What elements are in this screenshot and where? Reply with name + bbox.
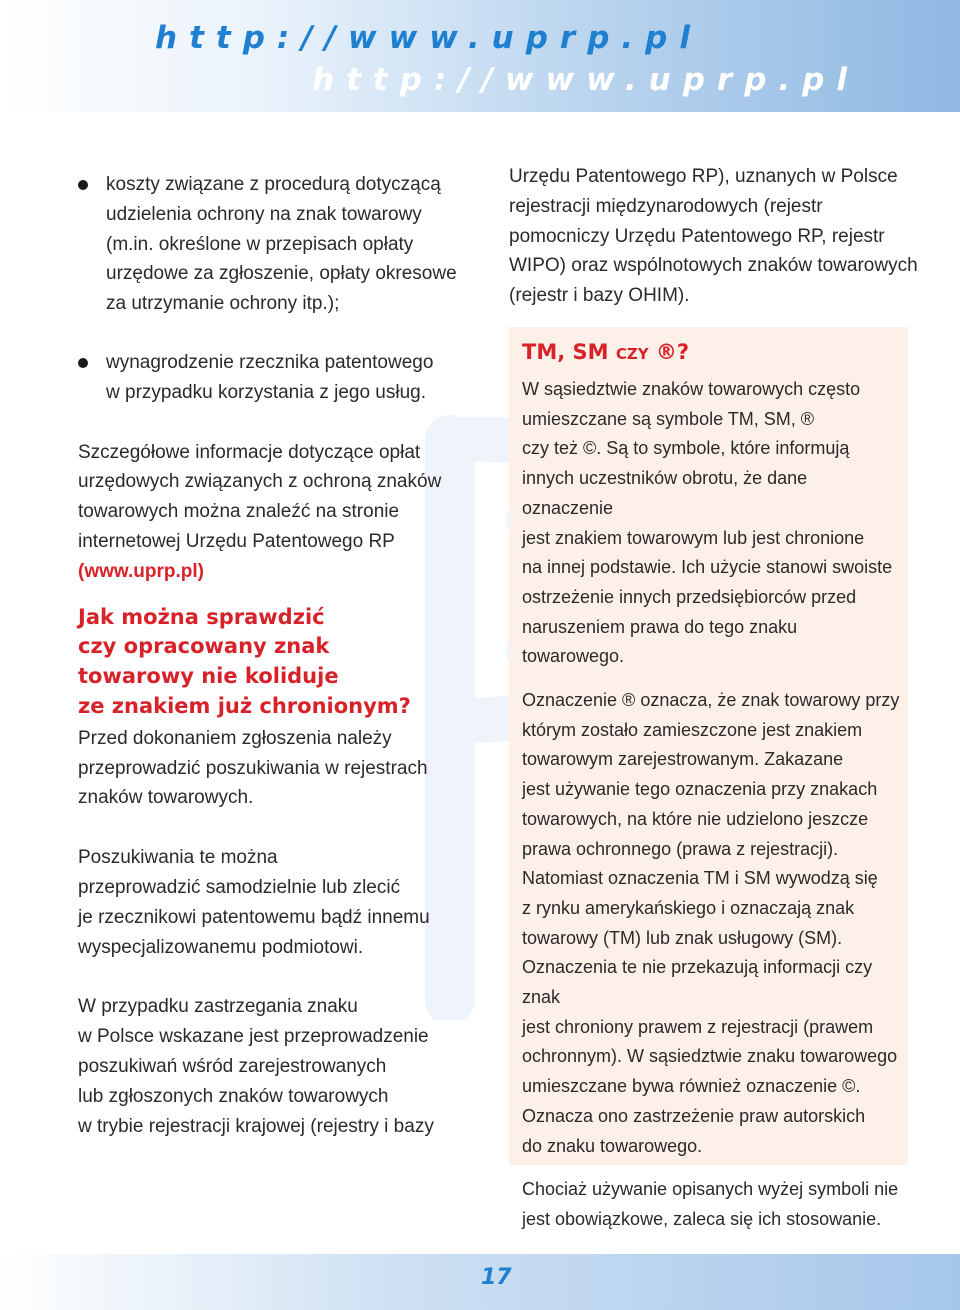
box-title-small: CZY <box>615 345 649 363</box>
page-number: 17 <box>481 1265 512 1290</box>
text-line: którym zostało zamieszczone jest znakiem <box>522 719 863 740</box>
text-line: towarowych, na które nie udzielono jeszcze <box>522 808 869 829</box>
box-title-main: TM, SM <box>522 340 616 364</box>
text-line: jest obowiązkowe, zaleca się ich stosowanie. <box>522 1208 882 1229</box>
text-line: je rzecznikowi patentowemu bądź innemu <box>78 906 430 928</box>
text-line: pomocniczy Urzędu Patentowego RP, rejestr <box>509 225 885 247</box>
text-line: Poszukiwania te można <box>78 847 278 869</box>
site-url-primary[interactable]: http://www.uprp.pl <box>155 20 702 56</box>
box-paragraph-3 <box>522 1175 902 1234</box>
search-paragraph <box>78 724 478 813</box>
text-line: poszukiwań wśród zarejestrowanych <box>78 1055 387 1077</box>
text-line: przeprowadzić poszukiwania w rejestrach <box>78 757 428 779</box>
text-line: towarowym zarejestrowanym. Zakazane <box>522 749 844 770</box>
heading-line: Jak można sprawdzić <box>78 604 325 629</box>
text-line: udzielenia ochrony na znak towarowy <box>106 203 422 225</box>
text-line: w Polsce wskazane jest przeprowadzenie <box>78 1026 429 1048</box>
text-line: naruszeniem prawa do tego znaku towarowego. <box>522 616 798 667</box>
text-line: koszty związane z procedurą dotyczącą <box>106 174 441 195</box>
uprp-link[interactable]: (www.uprp.pl) <box>78 560 204 582</box>
text-line: W przypadku zastrzegania znaku <box>78 996 358 1018</box>
search-options-paragraph <box>78 843 478 962</box>
right-column-intro <box>509 162 929 311</box>
text-line: Oznaczenie ® oznacza, że znak towarowy przy <box>522 690 900 711</box>
text-line: Chociaż używanie opisanych wyżej symboli nie <box>522 1179 899 1200</box>
text-line: prawa ochronnego (prawa z rejestracji). <box>522 838 839 859</box>
section-heading <box>78 603 478 722</box>
text-line: jest używanie tego oznaczenia przy znakach <box>522 779 878 800</box>
text-line: Oznacza ono zastrzeżenie praw autorskich <box>522 1105 866 1126</box>
bullet-icon <box>78 358 88 368</box>
fees-paragraph <box>78 438 478 587</box>
text-line: W sąsiedztwie znaków towarowych często <box>522 379 861 399</box>
text-line: w przypadku korzystania z jego usług. <box>106 381 426 403</box>
text-line: urzędowe za zgłoszenie, opłaty okresowe <box>106 263 457 285</box>
text-line: towarowych można znaleźć na stronie <box>78 501 400 523</box>
text-line: czy też ©. Są to symbole, które informują <box>522 438 850 459</box>
text-line: za utrzymanie ochrony itp.); <box>106 293 340 315</box>
registered-symbol-icon: ® <box>648 340 677 364</box>
text-line: ochronnym). W sąsiedztwie znaku towarowego <box>522 1046 898 1067</box>
footer-band <box>0 1254 960 1310</box>
registration-paragraph <box>78 992 478 1141</box>
text-line: znaków towarowych. <box>78 787 254 809</box>
text-line: do znaku towarowego. <box>522 1135 703 1156</box>
text-line: WIPO) oraz wspólnotowych znaków towarowych <box>509 255 918 277</box>
text-line: jest chroniony prawem z rejestracji (prawem <box>522 1016 874 1037</box>
text-line: Urzędu Patentowego RP), uznanych w Polsce <box>509 166 898 187</box>
header-band <box>0 0 960 112</box>
text-line: Oznaczenia te nie przekazują informacji czy znak <box>522 957 873 1008</box>
site-url-secondary[interactable]: http://www.uprp.pl <box>312 62 859 98</box>
text-line: Natomiast oznaczenia TM i SM wywodzą się <box>522 868 878 889</box>
text-line: urzędowych związanych z ochroną znaków <box>78 471 442 493</box>
text-line: internetowej Urzędu Patentowego RP <box>78 530 395 552</box>
text-line: innych uczestników obrotu, że dane oznaczenie <box>522 468 808 518</box>
text-line: (rejestr i bazy OHIM). <box>509 285 690 307</box>
text-line: jest znakiem towarowym lub jest chronione <box>522 527 865 548</box>
heading-line: ze znakiem już chronionym? <box>78 693 411 718</box>
text-line: wynagrodzenie rzecznika patentowego <box>106 351 434 373</box>
text-line: towarowy (TM) lub znak usługowy (SM). <box>522 927 843 948</box>
left-column <box>78 170 478 1141</box>
text-line: przeprowadzić samodzielnie lub zlecić <box>78 876 401 898</box>
box-paragraph-2 <box>522 686 902 1161</box>
box-title-end: ? <box>676 340 690 364</box>
box-title <box>522 337 902 369</box>
bullet-icon <box>78 180 88 190</box>
symbols-info-box <box>509 327 908 1229</box>
list-item <box>78 348 478 408</box>
text-line: Przed dokonaniem zgłoszenia należy <box>78 727 392 749</box>
text-line: na innej podstawie. Ich użycie stanowi swoiste <box>522 557 893 578</box>
text-line: umieszczane bywa również oznaczenie ©. <box>522 1076 861 1097</box>
text-line: z rynku amerykańskiego i oznaczają znak <box>522 897 855 918</box>
list-item <box>78 170 478 319</box>
text-line: ostrzeżenie innych przedsiębiorców przed <box>522 586 857 607</box>
heading-line: czy opracowany znak <box>78 634 330 659</box>
text-line: (m.in. określone w przepisach opłaty <box>106 233 414 255</box>
text-line: Szczegółowe informacje dotyczące opłat <box>78 441 421 463</box>
text-line: lub zgłoszonych znaków towarowych <box>78 1085 389 1107</box>
heading-line: towarowy nie koliduje <box>78 664 339 689</box>
text-line: wyspecjalizowanemu podmiotowi. <box>78 936 364 958</box>
box-paragraph-1 <box>522 375 902 672</box>
text-line: rejestracji międzynarodowych (rejestr <box>509 195 823 217</box>
text-line: umieszczane są symbole TM, SM, ® <box>522 408 815 429</box>
text-line: w trybie rejestracji krajowej (rejestry i bazy <box>78 1115 434 1137</box>
